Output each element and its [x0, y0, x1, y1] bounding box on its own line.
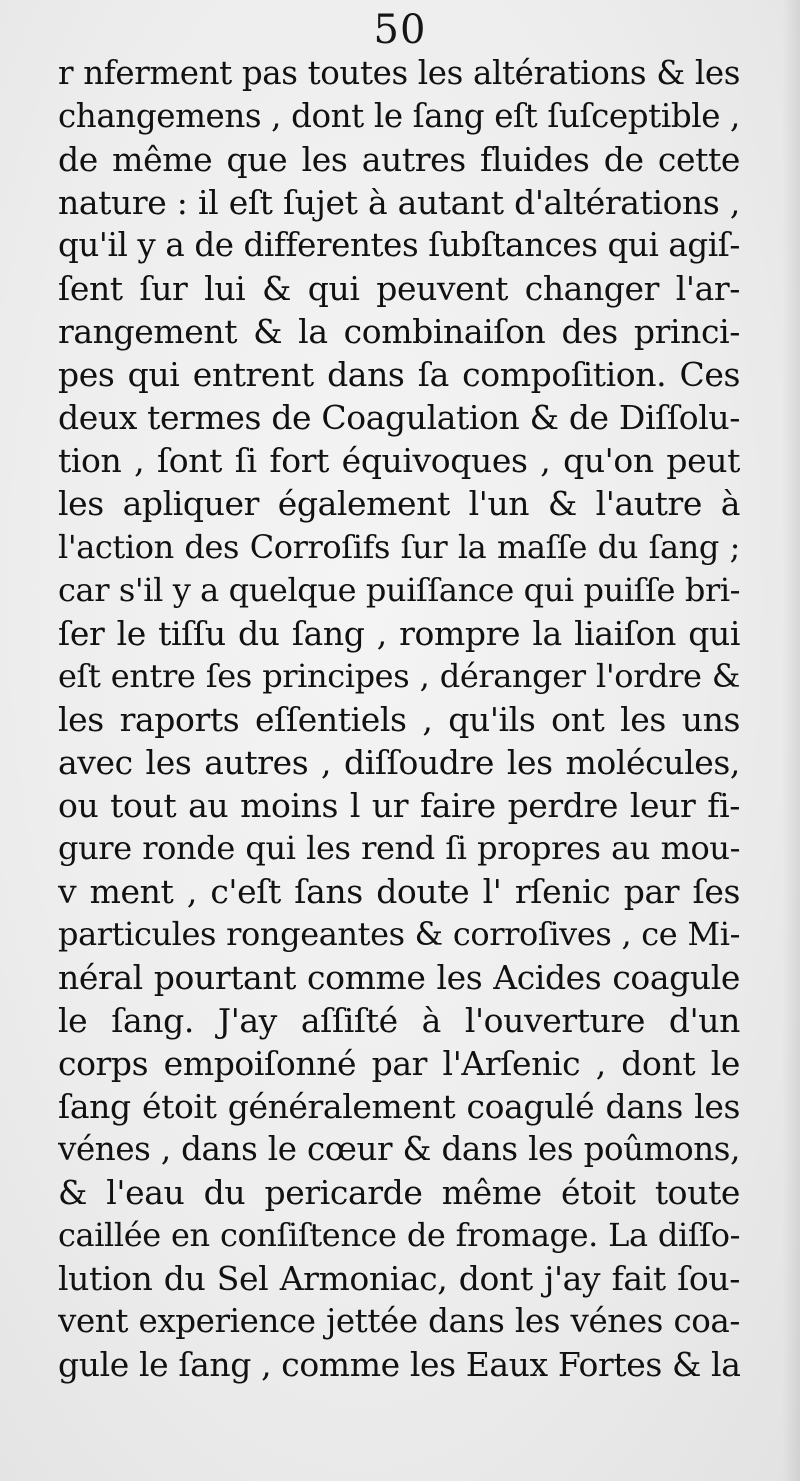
text-line: nature : il eſt ſujet à autant d'altérations ,	[58, 183, 740, 223]
text-line: lution du Sel Armoniac, dont j'ay fait ſou-	[58, 1259, 740, 1299]
text-line: de même que les autres fluides de cette	[58, 140, 740, 180]
text-line: qu'il y a de differentes ſubſtances qui agiſ-	[58, 226, 740, 265]
text-line: les apliquer également l'un & l'autre à	[58, 484, 740, 524]
text-line: néral pourtant comme les Acides coagule	[58, 957, 740, 997]
text-line: changemens , dont le ſang eſt ſuſceptible ,	[58, 97, 740, 136]
text-line: vent experience jettée dans les vénes coa-	[58, 1302, 740, 1341]
text-line: car s'il y a quelque puiſſance qui puiſſe bri-	[58, 570, 740, 609]
text-line: l'action des Corroſifs ſur la maſſe du ſang ;	[58, 527, 740, 566]
text-line: ſang étoit généralement coagulé dans les	[58, 1087, 740, 1127]
page-text	[58, 52, 740, 1386]
text-line: les raports eſſentiels , qu'ils ont les uns	[58, 699, 740, 739]
text-line: & l'eau du pericarde même étoit toute	[58, 1173, 740, 1213]
text-line: rangement & la combinaiſon des princi-	[58, 312, 740, 352]
text-line: corps empoiſonné par l'Arſenic , dont le	[58, 1044, 740, 1084]
text-line: avec les autres , diſſoudre les molécules,	[58, 742, 740, 782]
text-line: pes qui entrent dans ſa compoſition. Ces	[58, 355, 740, 395]
text-line: deux termes de Coagulation & de Diſſolu-	[58, 398, 740, 438]
text-line: ou tout au moins l ur faire perdre leur fi-	[58, 785, 740, 825]
text-line: v ment , c'eſt ſans doute l' rſenic par ſes	[58, 871, 740, 911]
text-line: ſer le tiſſu du ſang , rompre la liaiſon qui	[58, 613, 740, 653]
text-line: le ſang. J'ay aſſiſté à l'ouverture d'un	[58, 1001, 740, 1041]
page-number: 50	[373, 7, 427, 53]
page-edge-shadow	[782, 0, 800, 1481]
text-line: caillée en conſiſtence de fromage. La diſſo-	[58, 1216, 740, 1255]
text-line: gule le ſang , comme les Eaux Fortes & la	[58, 1345, 740, 1385]
text-line: vénes , dans le cœur & dans les poûmons,	[58, 1130, 740, 1169]
text-line: tion , ſont ſi fort équivoques , qu'on peut	[58, 441, 740, 481]
text-line: ſent ſur lui & qui peuvent changer l'ar-	[58, 269, 740, 309]
text-line: r nferment pas toutes les altérations & les	[58, 54, 740, 92]
text-line: eſt entre ſes principes , déranger l'ordre &	[58, 656, 740, 695]
text-line: particules rongeantes & corroſives , ce Mi-	[58, 914, 740, 953]
text-line: gure ronde qui les rend ſi propres au mou-	[58, 828, 740, 867]
